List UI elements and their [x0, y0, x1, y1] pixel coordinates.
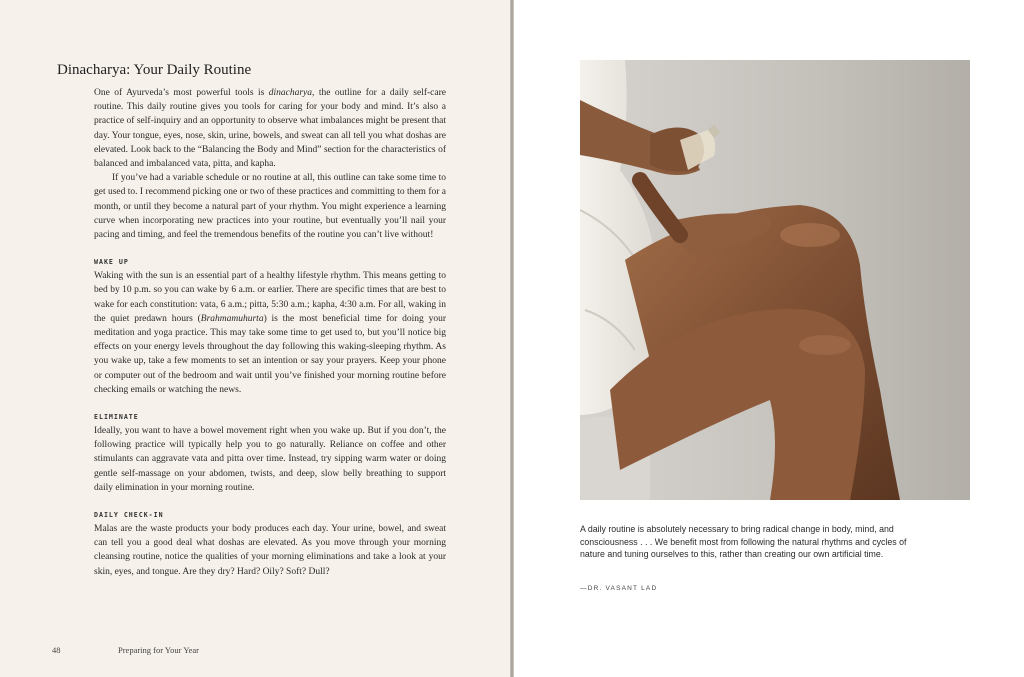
body-text [94, 86, 446, 579]
section-text-eliminate: Ideally, you want to have a bowel movement right when you wake up. But if you don’t, the following practice will typically help you to go naturally. Reliance on coffee and other stimulants can aggravate vata and pitta over time. Instead, try sipping warm water or doing gentle self-massage on your abdomen, twists, and deep, slow belly breathing to support daily elimination in your morning routine. [94, 426, 446, 493]
section-label-wake-up: WAKE UP [94, 258, 129, 267]
wake-up-text-b: ) is the most beneficial time for doing your meditation and yoga practice. This may take some time to get used to, but you’ll notice big effects on your energy levels throughout the day following this waking-sleeping rhythm. As you wake up, take a few moments to set an intention or say your prayers. Keep your phone or computer out of the bedroom and wait until you’ve finished your morning routine before checking emails or watching the news. [94, 313, 446, 395]
intro-paragraph-2: If you’ve had a variable schedule or no routine at all, this outline can take some time to get used to. I recommend picking one or two of these practices and committing to them for a month, or until they become a natural part of your rhythm. You might experience a learning curve when incorporating new practices into your routine, but eventually you’ll nail your pacing and timing, and feel the tremendous benefits of the routine you can’t live without! [94, 173, 446, 241]
running-title: Preparing for Your Year [118, 645, 199, 655]
seated-person-photo [580, 60, 970, 500]
section-label-eliminate: ELIMINATE [94, 413, 139, 422]
right-page [514, 0, 1024, 677]
wake-up-emphasis: Brahmamuhurta [200, 313, 264, 324]
page-number: 48 [52, 645, 61, 655]
page-heading: Dinacharya: Your Daily Routine [57, 62, 252, 78]
section-text-wake-up [94, 269, 446, 397]
intro-text-a: One of Ayurveda’s most powerful tools is [94, 88, 269, 98]
wake-up-text-a: Waking with the sun is an essential part of a healthy lifestyle rhythm. This means getting to bed by 10 p.m. so you can wake by 6 a.m. or earlier. There are specific times that are best to wake for each constitution: vata, 6 a.m.; pitta, 5:30 a.m.; kapha, 4:30 a.m. For all, waking in the quiet predawn hours ( [94, 271, 446, 324]
photo-illustration [580, 60, 970, 500]
section-label-daily-check-in: DAILY CHECK-IN [94, 511, 164, 520]
intro-text-b: , the outline for a daily self-care routine. This daily routine gives you tools for caring for your body and mind. It’s also a practice of self-inquiry and an opportunity to observe what imbalances might be present that day. Your tongue, eyes, nose, skin, urine, bowels, and sweat can all tell you what doshas are elevated. Look back to the “Balancing the Body and Mind” section for the characteristics of balanced and imbalanced vata, pitta, and kapha. [94, 88, 446, 170]
left-page [0, 0, 511, 677]
intro-emphasis: dinacharya [268, 88, 313, 98]
intro-paragraph-1 [94, 86, 446, 171]
quote-attribution: —DR. VASANT LAD [580, 585, 658, 592]
section-text-daily-check-in: Malas are the waste products your body produces each day. Your urine, bowel, and sweat can tell you a good deal what doshas are elevated. As you move through your morning cleansing routine, notice the qualities of your morning eliminations and take a look at your skin, eyes, and tongue. Are they dry? Hard? Oily? Soft? Dull? [94, 524, 446, 577]
pull-quote: A daily routine is absolutely necessary to bring radical change in body, mind, and consciousness . . . We benefit most from following the natural rhythms and cycles of nature and tuning ourselves to this, rather than creating our own artificial time. [580, 524, 907, 560]
